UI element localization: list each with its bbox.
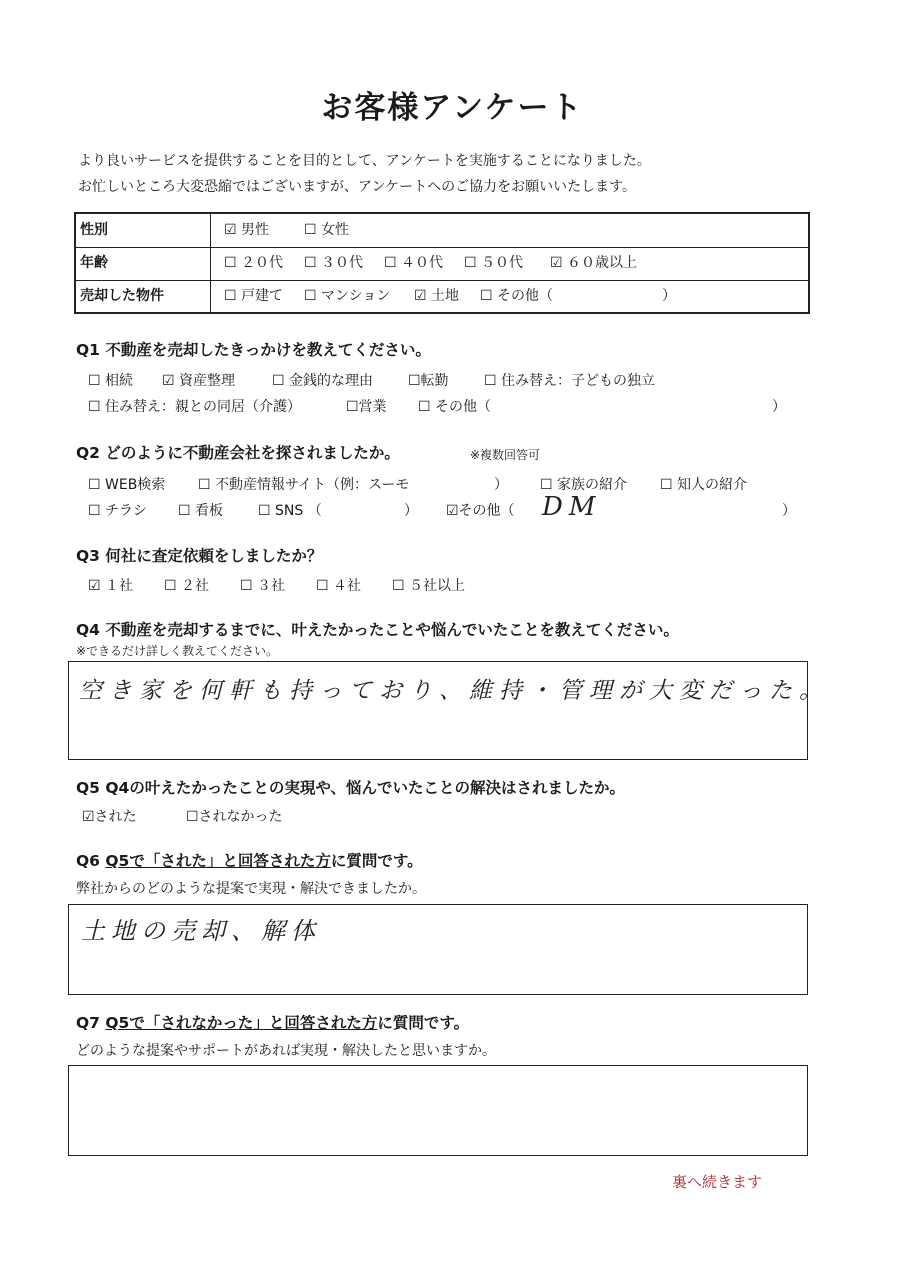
q4-answer-text: 空き家を何軒も持っており、維持・管理が大変だった。	[79, 678, 829, 704]
q1-option-parents[interactable]: ☐ 住み替え：親との同居（介護）	[88, 399, 302, 415]
q6-answer-box[interactable]	[68, 904, 808, 995]
intro-line-2: お忙しいところ大変恐縮ではございますが、アンケートへのご協力をお願いいたします。	[78, 179, 637, 195]
q2-note: ※複数回答可	[470, 448, 541, 462]
q1-option-transfer[interactable]: ☐転勤	[408, 373, 449, 389]
q7-suffix: に質問です。	[377, 1014, 470, 1032]
q5-option-yes[interactable]: ☑された	[82, 809, 137, 825]
q2-other-close: ）	[782, 503, 796, 519]
q4-note: ※できるだけ詳しく教えてください。	[76, 644, 279, 658]
q6-title	[76, 849, 423, 871]
q4-answer-box[interactable]	[68, 661, 829, 760]
age-option-40s[interactable]: ☐ ４０代	[384, 255, 444, 271]
q7-condition: Q5で「されなかった」と回答された方	[105, 1014, 378, 1032]
q4-title: Q4 不動産を売却するまでに、叶えたかったことや悩んでいたことを教えてください。	[76, 621, 679, 639]
continue-on-back-note: 裏へ続きます	[672, 1173, 763, 1191]
q7-subquestion: どのような提案やサポートがあれば実現・解決したと思いますか。	[76, 1043, 496, 1059]
q1-option-child-independence[interactable]: ☐ 住み替え：子どもの独立	[484, 373, 656, 389]
q5-title: Q5 Q4の叶えたかったことの実現や、悩んでいたことの解決はされましたか。	[76, 779, 626, 797]
q6-answer-text: 土地の売却、解体	[81, 917, 321, 945]
q7-answer-box[interactable]	[68, 1065, 808, 1156]
q1-option-sales[interactable]: ☐営業	[346, 399, 387, 415]
age-option-50s[interactable]: ☐ ５０代	[464, 255, 524, 271]
age-row	[76, 247, 808, 281]
q6-prefix: Q6	[76, 852, 106, 870]
property-row	[76, 280, 808, 313]
q2-option-signboard[interactable]: ☐ 看板	[178, 503, 224, 519]
q2-option-other[interactable]: ☑その他（	[446, 503, 515, 519]
gender-label: 性別	[76, 214, 211, 247]
property-option-other[interactable]: ☐ その他（	[480, 288, 554, 304]
q2-option-acquaintance[interactable]: ☐ 知人の紹介	[660, 477, 748, 493]
gender-option-female[interactable]: ☐ 女性	[304, 222, 350, 238]
q2-option-realestate-site[interactable]: ☐ 不動産情報サイト（例：スーモ	[198, 477, 410, 493]
q2-option-web[interactable]: ☐ WEB検索	[88, 477, 166, 493]
age-option-20s[interactable]: ☐ ２０代	[224, 255, 284, 271]
q3-title: Q3 何社に査定依頼をしましたか？	[76, 547, 323, 565]
property-option-mansion[interactable]: ☐ マンション	[304, 288, 391, 304]
q2-site-close: ）	[494, 477, 508, 493]
q3-option-4[interactable]: ☐ ４社	[316, 578, 362, 594]
q6-condition: Q5で「された」と回答された方	[105, 852, 331, 870]
age-option-30s[interactable]: ☐ ３０代	[304, 255, 364, 271]
q7-prefix: Q7	[76, 1014, 106, 1032]
q2-other-answer: DM	[542, 492, 602, 522]
q1-option-other[interactable]: ☐ その他（	[418, 399, 492, 415]
page-title: お客様アンケート	[321, 90, 584, 126]
q3-option-3[interactable]: ☐ ３社	[240, 578, 286, 594]
gender-row	[76, 214, 808, 248]
q3-option-1[interactable]: ☑ １社	[88, 578, 134, 594]
q3-option-5plus[interactable]: ☐ ５社以上	[392, 578, 466, 594]
q2-title: Q2 どのように不動産会社を探されましたか。	[76, 444, 400, 462]
q1-option-asset[interactable]: ☑ 資産整理	[162, 373, 236, 389]
q7-title	[76, 1011, 469, 1033]
q1-title: Q1 不動産を売却したきっかけを教えてください。	[76, 341, 431, 359]
q2-option-family[interactable]: ☐ 家族の紹介	[540, 477, 628, 493]
property-label: 売却した物件	[76, 280, 211, 313]
age-label: 年齢	[76, 247, 211, 280]
intro-line-1: より良いサービスを提供することを目的として、アンケートを実施することになりました。	[78, 153, 651, 169]
q2-option-sns[interactable]: ☐ SNS （	[258, 503, 322, 519]
q3-option-2[interactable]: ☐ ２社	[164, 578, 210, 594]
property-option-house[interactable]: ☐ 戸建て	[224, 288, 284, 304]
respondent-info-table	[74, 212, 810, 314]
property-other-close: ）	[662, 288, 676, 304]
q2-option-flyer[interactable]: ☐ チラシ	[88, 503, 148, 519]
age-option-60plus[interactable]: ☑ ６０歳以上	[550, 255, 638, 271]
q6-suffix: に質問です。	[330, 852, 423, 870]
gender-option-male[interactable]: ☑ 男性	[224, 222, 270, 238]
q1-other-close: ）	[772, 399, 786, 415]
q6-subquestion: 弊社からのどのような提案で実現・解決できましたか。	[76, 881, 426, 897]
q5-option-no[interactable]: ☐されなかった	[186, 809, 283, 825]
q1-option-financial[interactable]: ☐ 金銭的な理由	[272, 373, 374, 389]
q2-sns-close: ）	[404, 503, 418, 519]
q1-option-inheritance[interactable]: ☐ 相続	[88, 373, 134, 389]
property-option-land[interactable]: ☑ 土地	[414, 288, 460, 304]
